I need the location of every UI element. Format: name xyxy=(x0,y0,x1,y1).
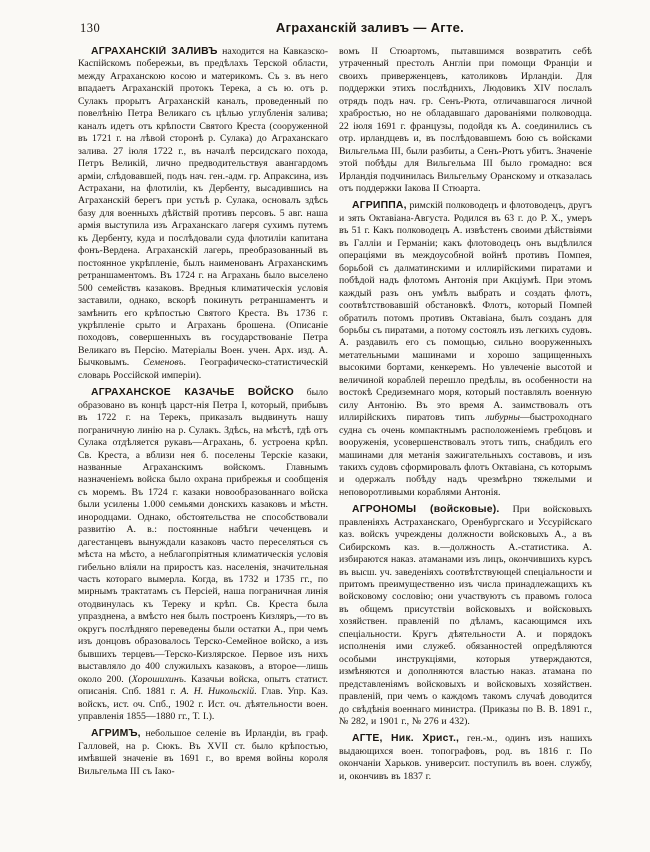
entry-text xyxy=(339,504,592,727)
column-right xyxy=(339,46,592,800)
entry-agte xyxy=(339,733,592,783)
text-segment: . Казачьи войска, опытъ статист. описанія. Спб. 1881 г. xyxy=(78,673,328,698)
entry-agrahanskij-zaliv xyxy=(78,46,328,382)
entry-agrim xyxy=(78,728,328,778)
page-number: 130 xyxy=(80,21,101,35)
page-header xyxy=(78,20,594,37)
column-left xyxy=(78,46,328,800)
text-segment: —быстроходнаго судна съ очень компактнымъ расположеніемъ гребцовъ и вооруженія, усовершенствовалъ этотъ типъ, снабдилъ его машинами для метанія зажигательныхъ составовъ, и изъ такихъ судовъ сформировалъ флотъ Октавіана, съ которымъ и одержалъ побѣду надъ чрезмѣрно тяжелыми и неповоротливыми кораблями Антонія. xyxy=(339,412,592,498)
entry-agrim-continuation xyxy=(339,46,592,195)
text-segment: . Географическо-статистическій словарь Россійской имперіи). xyxy=(78,357,328,381)
italic-citation: А. Н. Никольскій xyxy=(180,686,255,698)
entry-headword: АГРИППА, xyxy=(352,200,407,212)
entry-headword: АГРОНОМЫ (войсковые). xyxy=(352,504,500,516)
entry-text xyxy=(78,387,328,722)
text-segment: ген.-м., одинъ изъ нашихъ выдающихся воен. топографовъ, род. въ 1816 г. По окончаніи Харьков. университ. поступилъ въ воен. службу, и, окончивъ въ 1837 г. xyxy=(339,733,592,782)
text-segment: находится на Кавказско-Каспійскомъ побережьи, въ предѣлахъ Терской области, между Аграханскою косою и материкомъ. Съ з. въ него впадаетъ Аграханскій протокъ Терека, а съ ю. отъ р. Сулакъ прорытъ Аграханскій каналъ, проведенный по повелѣнію Петра Великаго съ цѣлью углубленія залива; каналъ идетъ отъ крѣпости Святого Креста (сооруженной въ 1721 г. на лѣвой сторонѣ р. Сулака) до Аграханскаго залива. 27 іюля 1722 г., въ началѣ персидскаго похода, Петръ Великій, лично предводительствуя авангардомъ арміи, слѣдовавшей, подъ нач. ген.-адм. гр. Апраксина, изъ Астрахани, на флотиліи, къ Дербенту, высадившись на Аграханскій берегъ при устьѣ р. Сулака, основалъ здѣсь базу для военныхъ дѣйствій противъ персовъ. 5 авг. наша армія выступила изъ Аграханскаго лагеря сухимъ путемъ къ Дербенту, куда и послѣдовали суда флотиліи капитана фонъ-Вердена. Аграханскій лагерь, преобразованный въ постоянное укрѣпленіе, былъ наименованъ Аграханскимъ ретраншаментомъ. Въ 1724 г. на Аграхань было выселено 500 семействъ казаковъ. Вредныя климатическія условія заставили, однако, вскорѣ покинуть ретраншаментъ и замѣнить его крѣпостью Святого Креста. Въ 1736 г. укрѣпленіе срыто и Аграхань брошена. (Описаніе походовъ, совершенныхъ въ государствованіе Петра Великаго въ Персію. Матеріалы Воен. учен. Арх. изд. А. Бычковымъ. xyxy=(78,46,328,369)
text-segment: небольшое селеніе въ Ирландіи, въ граф. Галловей, на р. Сюкъ. Въ XVII ст. было крѣпостью, имѣвшей значеніе въ 1691 г., во время войны короля Вильгельма III съ Іако- xyxy=(78,728,328,777)
entry-agronomy-vojskovye xyxy=(339,504,592,728)
italic-citation: Семеновъ xyxy=(143,357,184,369)
running-title: Аграханскій заливъ — Агте. xyxy=(275,20,465,35)
entry-headword: АГТЕ, Ник. Христ., xyxy=(352,733,460,745)
entry-agrippa xyxy=(339,200,592,499)
text-segment: римскій полководецъ и флотоводецъ, другъ и зять Октавіана-Августа. Родился въ 63 г. до Р. Х., умеръ въ 51 г. Какъ полководецъ А. извѣстенъ своими дѣйствіями въ Галліи и Германіи; какъ флотоводецъ онъ выдѣлился операціями въ междоусобной войнѣ противъ Помпея, борьбой съ далматинскими и иллирійскими пиратами и побѣдой надъ флотомъ Антонія при Акціумѣ. При этомъ каждый разъ онъ умѣлъ выбрать и создать флотъ, соотвѣтствовавшій обстановкѣ. Флотъ, который Помпей обратилъ потомъ противъ Октавіана, былъ созданъ для борьбы съ пиратами, а потому состоялъ изъ легкихъ судовъ. А. раздавилъ его съ помощью, сильно вооруженныхъ метательными машинами и хорошо защищенныхъ высокими бортами, кенкеремъ. Но увлеченіе высотой и величиной кораблей перешло предѣлы, въ особенности на востокѣ Средиземнаго моря, который поставлялъ военную силу Антонію. Въ это время А. заимствовалъ отъ иллирійскихъ пиратовъ типъ xyxy=(339,200,592,424)
text-segment: . Глав. Упр. Каз. войскъ, ист. оч. Спб., 1902 г. Ист. оч. дѣятельности воен. управленія 1855—1880 гг., Т. I.). xyxy=(78,686,328,723)
entry-headword: АГРАХАНСКІЙ ЗАЛИВЪ xyxy=(91,46,218,57)
italic-citation: либурны xyxy=(485,412,520,424)
entry-text xyxy=(339,46,592,194)
text-columns xyxy=(78,46,594,800)
entry-text xyxy=(78,46,328,381)
entry-headword: АГРАХАНСКОЕ КАЗАЧЬЕ ВОЙСКО xyxy=(91,387,294,399)
text-segment: При войсковыхъ правленіяхъ Астраханскаго, Оренбургскаго и Уссурійскаго каз. войскъ учреждены должности войсковыхъ А., а въ Сибирскомъ каз. в.—должность А.-статистика. А. избираются наказ. атаманами изъ лицъ, окончившихъ курсъ въ высш. уч. заведеніяхъ соотвѣтствующей спеціальности и притомъ преимущественно изъ числа принадлежащихъ къ войсковому сословію; они участвуютъ съ правомъ голоса въ общемъ присутствіи войсковыхъ и войсковыхъ хозяйствен. правленій по дѣламъ, касающимся ихъ спеціальности. Кругъ дѣятельности А. и порядокъ исполненія ими служеб. обязанностей опредѣляются особыми инструкціями, которыя утверждаются, измѣняются и дополняются властью наказ. атамана по представленіямъ войсковыхъ и войсковыхъ хозяйствен. правленій, при чемъ о каждомъ такомъ случаѣ доводится до свѣдѣнія военнаго министра. (Приказы по В. В. 1891 г., № 282, и 1901 г., № 276 и 432). xyxy=(339,504,592,728)
entry-agrahanskoe-kazache-vojsko xyxy=(78,387,328,723)
text-segment: было образовано въ концѣ царст-нія Петра I, который, прибывъ въ 1722 г. на Терекъ, приказалъ выдвинуть нашу пограничную линію на р. Сулакъ. Здѣсь, на мѣстѣ, гдѣ отъ Сулака отдѣляется рукавъ—Аграхань, б. устроена крѣп. Св. Креста, а вблизи нея б. поселены Терскіе казаки, названные Аграханскимъ войскомъ. Главнымъ назначеніемъ войска было охрана прибрежья и сообщенія съ моремъ. Въ 1724 г. казаки новообразованнаго войска были усилены 1.000 семьями донскихъ казаковъ и мѣстн. инородцами. Однако, обстоятельства не способствовали развитію А. в.: постоянные набѣги чеченцевъ и дагестанцевъ вынуждали казаковъ часто переселяться съ мѣста на мѣсто, а неблагопріятныя климатическія условія гибельно вліяли на приростъ каз. населенія, значительная часть котораго вымерла. Когда, въ 1732 и 1735 гг., по мирнымъ трактатамъ съ Персіей, наша пограничная линія отодвинулась къ Тереку и крѣп. Св. Креста была упразднена, а вмѣсто нея былъ построенъ Кизляръ,—то въ округъ послѣдняго переведены были остатки А., при чемъ изъ донцовъ образовалось Терско-Семейное войско, а изъ бывшихъ терцевъ—Терско-Кизлярское. Первое изъ нихъ выставляло до 400 служилыхъ казаковъ, а второе—лишь около 200. ( xyxy=(78,387,328,685)
italic-citation: Хорошихинъ xyxy=(131,673,184,685)
text-segment: вомъ II Стюартомъ, пытавшимся возвратить себѣ утраченный престолъ Англіи при помощи Франціи и своихъ приверженцевъ, католиковъ Ирландіи. Для поддержки этихъ послѣднихъ, Людовикъ XIV послалъ отрядъ подъ нач. гр. Сенъ-Рюта, отличавшагося личной храбростью, но не обладавшаго дарованіями полководца. 22 іюля 1691 г. французы, подойдя къ А. соединились съ отр. ирландцевъ и, въ послѣдовавшемъ бою съ войсками Вильгельма III, были разбиты, а Сенъ-Рютъ убитъ. Значеніе этой побѣды для Вильгельма III было громадно: вся Ирландія подчинилась Вильгельму Оранскому и отказалась отъ поддержки Іакова II Стюарта. xyxy=(339,46,592,194)
entry-text xyxy=(339,200,592,497)
entry-headword: АГРИМЪ, xyxy=(91,728,141,740)
